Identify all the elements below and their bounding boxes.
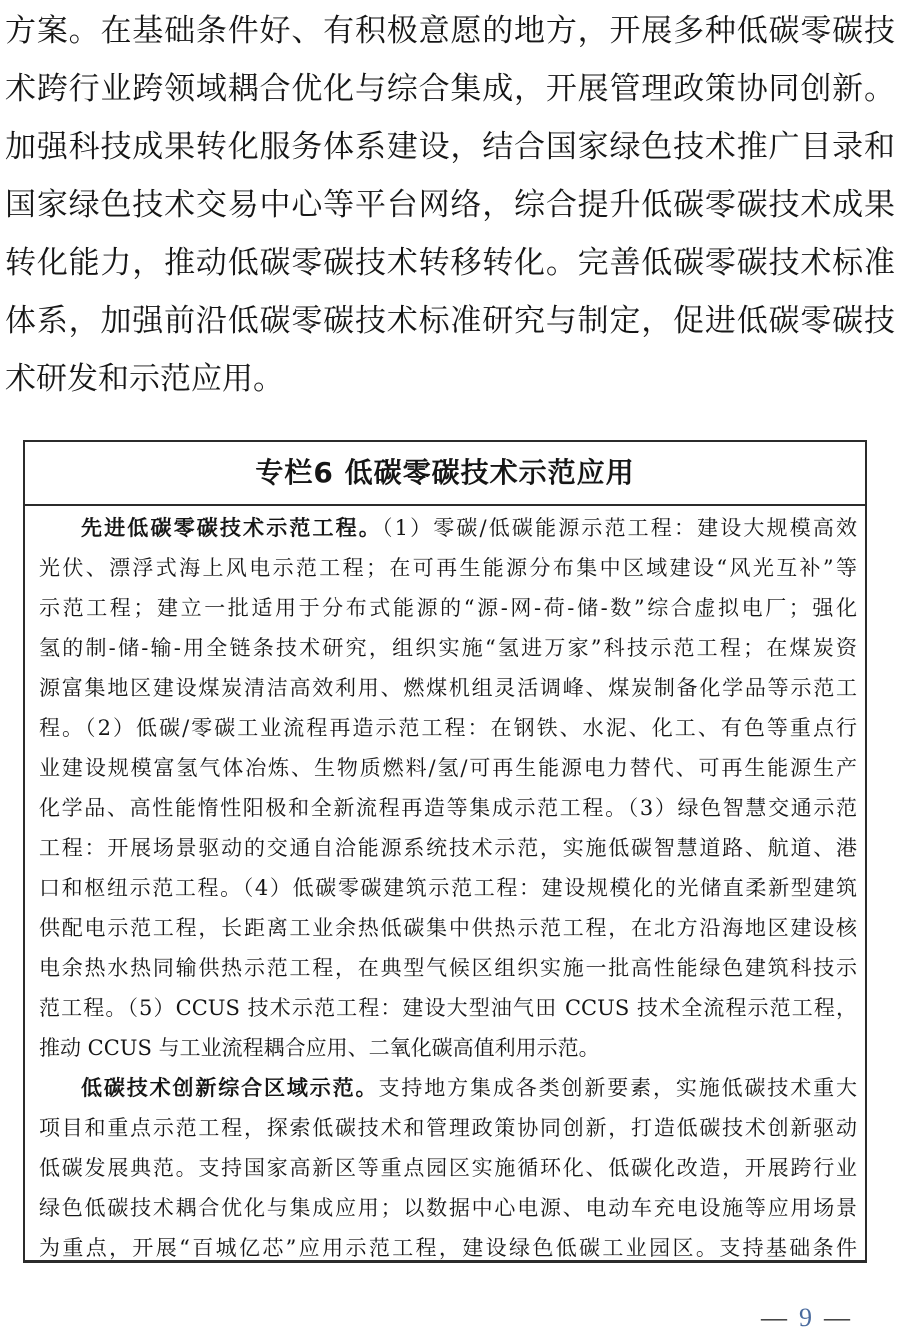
text-line: 供配电示范工程，长距离工业余热低碳集中供热示范工程，在北方沿海地区建设核 — [39, 916, 857, 940]
text-line: 电余热水热同输供热示范工程，在典型气候区组织实施一批高性能绿色建筑科技示 — [39, 956, 857, 980]
text-line: 推动 CCUS 与工业流程耦合应用、二氧化碳高值利用示范。 — [39, 1036, 600, 1060]
text-line: 国家绿色技术交易中心等平台网络，综合提升低碳零碳技术成果 — [5, 187, 895, 223]
paragraph-lead: 低碳技术创新综合区域示范。 — [81, 1075, 379, 1100]
text-line: 氢的制-储-输-用全链条技术研究，组织实施“氢进万家”科技示范工程；在煤炭资 — [39, 636, 857, 660]
text-line: 源富集地区建设煤炭清洁高效利用、燃煤机组灵活调峰、煤炭制备化学品等示范工 — [39, 676, 857, 700]
text-line — [39, 508, 857, 548]
column-box-body — [25, 506, 865, 1263]
text-line: 转化能力，推动低碳零碳技术转移转化。完善低碳零碳技术标准 — [5, 245, 895, 281]
text-line: 范工程。（5）CCUS 技术示范工程：建设大型油气田 CCUS 技术全流程示范工程， — [39, 996, 857, 1020]
text-line: 光伏、漂浮式海上风电示范工程；在可再生能源分布集中区域建设“风光互补”等 — [39, 556, 857, 580]
text-line: 绿色低碳技术耦合优化与集成应用；以数据中心电源、电动车充电设施等应用场景 — [39, 1196, 857, 1220]
paragraph-lead: 先进低碳零碳技术示范工程。 — [81, 515, 382, 540]
text-line: 程。（2）低碳/零碳工业流程再造示范工程：在钢铁、水泥、化工、有色等重点行 — [39, 716, 857, 740]
text-line: 口和枢纽示范工程。（4）低碳零碳建筑示范工程：建设规模化的光储直柔新型建筑 — [39, 876, 857, 900]
text-line: 示范工程；建立一批适用于分布式能源的“源-网-荷-储-数”综合虚拟电厂；强化 — [39, 596, 857, 620]
column-box — [23, 440, 867, 1263]
text-line: 加强科技成果转化服务体系建设，结合国家绿色技术推广目录和 — [5, 129, 895, 165]
intro-paragraph — [5, 2, 895, 408]
text-line: 体系，加强前沿低碳零碳技术标准研究与制定，促进低碳零碳技 — [5, 303, 895, 339]
page-number-value: 9 — [799, 1303, 812, 1332]
page-number-dash: — — [824, 1303, 850, 1332]
text-line: 工程：开展场景驱动的交通自洽能源系统技术示范，实施低碳智慧道路、航道、港 — [39, 836, 857, 860]
text-span: 支持地方集成各类创新要素，实施低碳技术重大 — [378, 1076, 858, 1100]
text-line: 术研发和示范应用。 — [5, 361, 284, 397]
text-line: 低碳发展典范。支持国家高新区等重点园区实施循环化、低碳化改造，开展跨行业 — [39, 1156, 857, 1180]
text-line: 方案。在基础条件好、有积极意愿的地方，开展多种低碳零碳技 — [5, 13, 895, 49]
page-number — [761, 1303, 850, 1333]
text-line — [39, 1068, 857, 1108]
text-line: 为重点，开展“百城亿芯”应用示范工程，建设绿色低碳工业园区。支持基础条件 — [39, 1236, 857, 1260]
text-line: 化学品、高性能惰性阳极和全新流程再造等集成示范工程。（3）绿色智慧交通示范 — [39, 796, 857, 820]
text-line: 项目和重点示范工程，探索低碳技术和管理政策协同创新，打造低碳技术创新驱动 — [39, 1116, 857, 1140]
text-line: 术跨行业跨领域耦合优化与综合集成，开展管理政策协同创新。 — [5, 71, 895, 107]
text-span: （1）零碳/低碳能源示范工程：建设大规模高效 — [381, 516, 857, 540]
column-box-title: 专栏6 低碳零碳技术示范应用 — [25, 442, 865, 506]
page-number-dash: — — [761, 1303, 787, 1332]
text-line: 业建设规模富氢气体冶炼、生物质燃料/氢/可再生能源电力替代、可再生能源生产 — [39, 756, 857, 780]
